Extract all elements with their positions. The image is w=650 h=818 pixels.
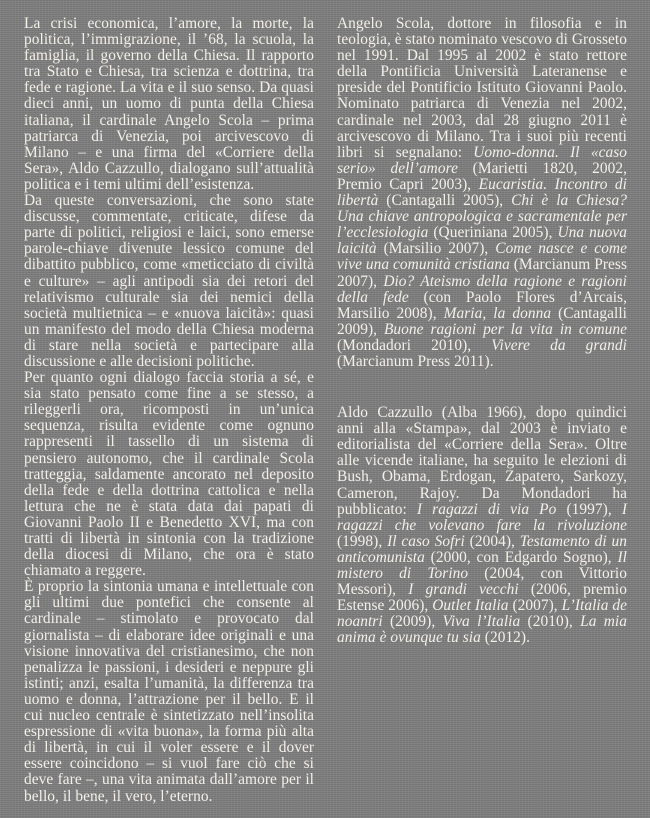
book-title: Come nasce e come vive una comunità cristiana xyxy=(337,240,627,274)
book-title: Viva l’Italia xyxy=(442,613,521,631)
bio-text: (2004), xyxy=(464,532,520,550)
bio-text: (2000, con Edgardo Sogno), xyxy=(424,548,618,566)
bio-text: (2010), xyxy=(520,613,581,631)
bio-text: (Queriniana 2005), xyxy=(428,224,558,242)
synopsis-paragraph-3: Per quanto ogni dialogo faccia storia a sé, e sia stato pensato come fine a se stesso, a rileggerli ora, ricomposti in un’unica sequenza, risulta evidente come ognuno rappresenti il tassello di un sistema di pensiero autonomo, che il cardinale Scola tratteggia, saldamente ancorato nel deposito della fede e della dottrina cattolica e nella lettura che ne è stata data dai papati di Giovanni Paolo II e Benedetto XVI, ma con tratti di libertà in sintonia con la tradizione della diocesi di Milano, che ora è stato chiamato a reggere. xyxy=(24,369,314,580)
book-title: L’Italia de noantri xyxy=(337,597,627,631)
book-title: La mia anima è ovunque tu sia xyxy=(337,613,627,647)
book-title: Il caso Sofri xyxy=(387,532,465,550)
book-title: Maria, la donna xyxy=(443,304,552,322)
bio-text: (Marietti 1820, 2002, Premio Capri 2003), xyxy=(337,159,627,193)
book-title: Chi è la Chiesa? Una chiave antropologica e sacramentale per l’ecclesiologia xyxy=(337,192,627,242)
synopsis-paragraph-1: La crisi economica, l’amore, la morte, la politica, l’immigrazione, il ’68, la scuola, la famiglia, il governo della Chiesa. Il rapporto tra Stato e Chiesa, tra scienza e dottrina, tra fede e ragione. La vita e il suo senso. Da quasi dieci anni, un uomo di punta della Chiesa italiana, il cardinale Angelo Scola – prima patriarca di Venezia, poi arcivescovo di Milano – e una firma del «Corriere della Sera», Aldo Cazzullo, dialogano sull’attualità politica e i temi ultimi dell’esistenza. xyxy=(24,15,314,193)
bio-text: Angelo Scola, dottore in filosofia e in teologia, è stato nominato vescovo di Grosseto nel 1991. Dal 1995 al 2002 è stato rettore della Pontificia Università Lateranense e preside del Pontificio Istituto Giovanni Paolo. Nominato patriarca di Venezia nel 2002, cardinale nel 2003, dal 28 giugno 2011 è arcivescovo di Milano. Tra i suoi più recenti libri si segnalano: xyxy=(337,15,627,161)
bio-text: (1997), xyxy=(556,500,622,518)
bio-text: (con Paolo Flores d’Arcais, Marsilio 2008), xyxy=(337,288,627,322)
book-title: I ragazzi che volevano fare la rivoluzione xyxy=(337,500,628,534)
bio-text: (Marsilio 2007), xyxy=(376,240,496,258)
book-title: Dio? Ateismo della ragione e ragioni della fede xyxy=(337,272,628,306)
bio-text: (Cantagalli 2009), xyxy=(337,304,627,338)
book-title: Vivere da grandi xyxy=(491,336,627,354)
bio-text: (2007), xyxy=(508,597,562,615)
scola-bio xyxy=(337,16,627,370)
synopsis-paragraph-4: È proprio la sintonia umana e intellettuale con gli ultimi due pontefici che consente al cardinale – stimolato e provocato dal giornalista – di elaborare idee originali e una visione innovativa del cristianesimo, che non penalizza le passioni, i desideri e neppure gli istinti; anzi, esalta l’umanità, la differenza tra uomo e donna, l’attrazione per il bello. E il cui nucleo centrale è sintetizzato nell’insolita espressione di «vita buona», la forma più alta di libertà, in cui il voler essere e il dover essere coincidono – si vuol fare ciò che si deve fare –, una vita animata dall’amore per il bello, il bene, il vero, l’eterno. xyxy=(24,578,314,805)
bio-text: (Marcianum Press 2007), xyxy=(337,256,627,290)
bio-text: (Mondadori 2010), xyxy=(337,336,492,354)
book-title: Outlet Italia xyxy=(432,597,509,615)
book-title: I ragazzi di via Po xyxy=(416,500,557,518)
synopsis-paragraph-2: Da queste conversazioni, che sono state discusse, commentate, criticate, difese da parte di politici, religiosi e laici, sono emerse parole-chiave divenute lessico comune del dibattito pubblico, come «meticciato di civiltà e culture» – agli antipodi sia dei retori del relativismo culturale sia dei nemici della società multietnica – e «nuova laicità»: quasi un manifesto del modo della Chiesa moderna di stare nella società e partecipare alla discussione e alle decisioni politiche. xyxy=(24,192,314,370)
synopsis-column xyxy=(24,16,314,805)
bio-text: Aldo Cazzullo (Alba 1966), dopo quindici anni alla «Stampa», dal 2003 è inviato e editorialista del «Corriere della Sera». Oltre alle vicende italiane, ha seguito le elezioni di Bush, Obama, Erdogan, Zapatero, Sarkozy, Cameron, Rajoy. Da Mondadori ha pubblicato: xyxy=(337,404,627,518)
author-bios-column xyxy=(337,16,627,646)
book-title: I grandi vecchi xyxy=(408,581,519,599)
bio-text: (2012). xyxy=(480,629,531,647)
book-title: Il mistero di Torino xyxy=(337,548,627,582)
bio-text: (Marcianum Press 2011). xyxy=(337,352,494,370)
bio-text: (Cantagalli 2005), xyxy=(378,192,512,210)
book-title: Uomo-donna. Il «caso serio» dell’amore xyxy=(337,143,627,177)
book-title: Testamento di un anticomunista xyxy=(337,532,627,566)
bio-text: (2009), xyxy=(382,613,443,631)
bio-text: (1998), xyxy=(337,532,388,550)
book-title: Eucaristia. Incontro di libertà xyxy=(337,175,627,210)
book-title: Una nuova laicità xyxy=(337,224,628,258)
book-title: Buone ragioni per la vita in comune xyxy=(383,320,627,338)
cazzullo-bio xyxy=(337,405,627,646)
bio-text: (2004, con Vittorio Messori), xyxy=(337,565,627,599)
bio-text: (2006, premio Estense 2006), xyxy=(337,581,627,615)
